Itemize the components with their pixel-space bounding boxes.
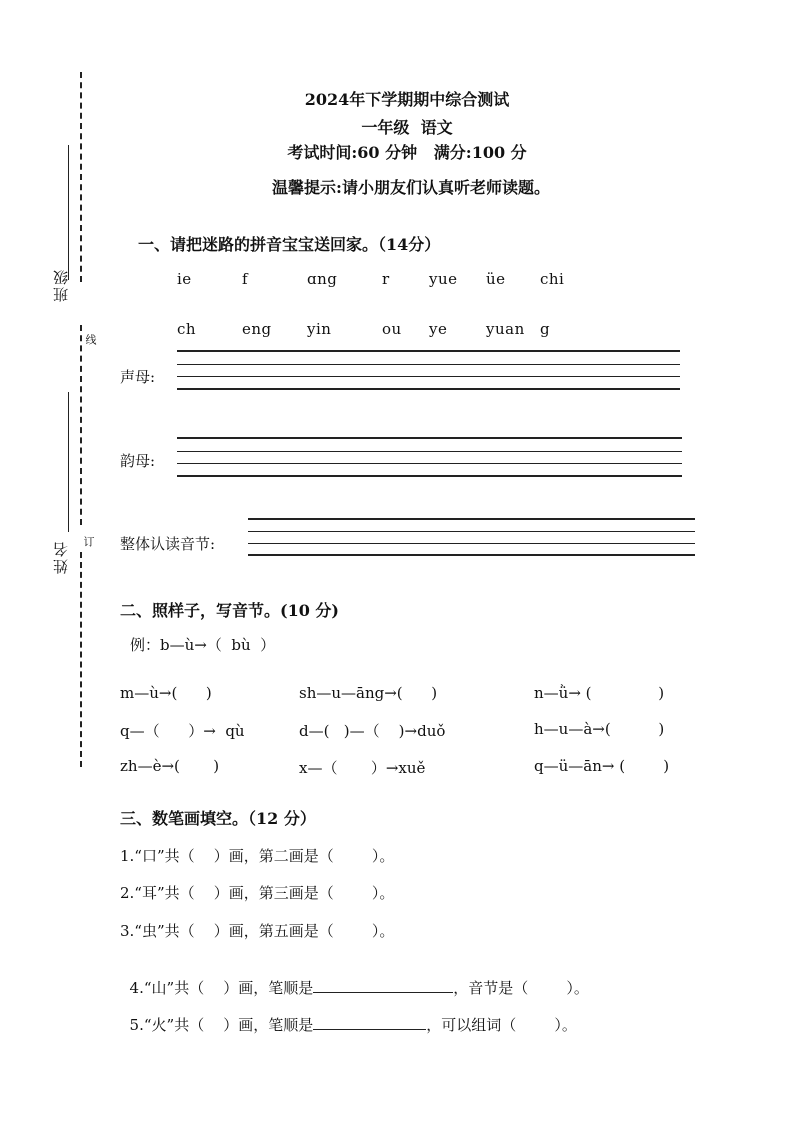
stroke-question-4[interactable] xyxy=(120,958,589,998)
line-label: 线 xyxy=(84,334,97,345)
pinyin-item: eng xyxy=(242,320,272,338)
yunmu-label: 韵母: xyxy=(120,452,156,470)
pinyin-item: yin xyxy=(307,320,332,338)
pinyin-item: g xyxy=(540,320,551,338)
exam-title: 2024年下学期期中综合测试 xyxy=(304,90,510,109)
pinyin-item: ch xyxy=(177,320,197,338)
name-fill-line xyxy=(68,392,69,532)
margin-dashed-line-bottom xyxy=(80,552,82,767)
zhengti-writing-lines[interactable] xyxy=(248,518,695,558)
shengmu-writing-lines[interactable] xyxy=(177,350,680,392)
pinyin-item: ɑng xyxy=(307,270,338,288)
section3-title: 三、数笔画填空。（12 分） xyxy=(120,809,316,828)
syllable-item[interactable]: q—ü—ān→ ( ) xyxy=(534,757,670,775)
exam-info: 考试时间:60 分钟 满分:100 分 xyxy=(287,143,527,162)
syllable-item[interactable]: sh—u—āng→( ) xyxy=(299,684,438,702)
syllable-item[interactable]: x—（ ）→xuě xyxy=(299,759,426,777)
pinyin-item: yuan xyxy=(486,320,525,338)
section2-example: 例：b—ù→（ bù ） xyxy=(130,636,276,654)
order-label: 订 xyxy=(82,536,95,547)
pinyin-item: yue xyxy=(429,270,458,288)
pinyin-item: üe xyxy=(486,270,506,288)
syllable-item[interactable]: h—u—à→( ) xyxy=(534,720,665,738)
stroke-question-1[interactable]: 1.“口”共（ ）画，第二画是（ ）。 xyxy=(120,847,395,865)
syllable-item[interactable]: n—ǜ→ ( ) xyxy=(534,684,665,702)
q5-suffix: ，可以组词（ ）。 xyxy=(426,1016,577,1034)
yunmu-writing-lines[interactable] xyxy=(177,437,682,479)
q5-stroke-order-blank[interactable] xyxy=(313,1013,426,1030)
q4-suffix: ，音节是（ ）。 xyxy=(453,979,589,997)
class-label: 班级 xyxy=(52,268,70,302)
section2-title: 二、照样子，写音节。(10 分) xyxy=(120,601,339,620)
q5-prefix: 5.“火”共（ ）画，笔顺是 xyxy=(129,1016,314,1034)
margin-dashed-line-middle xyxy=(80,325,82,525)
stroke-question-3[interactable]: 3.“虫”共（ ）画，第五画是（ ）。 xyxy=(120,922,395,940)
syllable-item[interactable]: d—( )—（ )→duǒ xyxy=(299,722,446,740)
q4-prefix: 4.“山”共（ ）画，笔顺是 xyxy=(129,979,314,997)
syllable-item[interactable]: m—ù→( ) xyxy=(120,684,212,702)
pinyin-item: f xyxy=(242,270,249,288)
pinyin-item: chi xyxy=(540,270,565,288)
pinyin-item: ye xyxy=(429,320,448,338)
class-fill-line xyxy=(68,145,69,280)
pinyin-item: ie xyxy=(177,270,192,288)
stroke-question-5[interactable] xyxy=(120,995,577,1035)
grade-subject: 一年级 语文 xyxy=(361,118,453,137)
reminder: 温馨提示:请小朋友们认真听老师读题。 xyxy=(272,178,550,197)
stroke-question-2[interactable]: 2.“耳”共（ ）画，第三画是（ ）。 xyxy=(120,884,395,902)
q4-stroke-order-blank[interactable] xyxy=(313,976,453,993)
zhengti-label: 整体认读音节: xyxy=(120,535,216,553)
pinyin-item: r xyxy=(382,270,390,288)
shengmu-label: 声母: xyxy=(120,368,156,386)
pinyin-item: ou xyxy=(382,320,402,338)
syllable-item[interactable]: q—（ ）→ qù xyxy=(120,722,245,740)
syllable-item[interactable]: zh—è→( ) xyxy=(120,757,220,775)
section1-title: 一、请把迷路的拼音宝宝送回家。（14分） xyxy=(138,235,441,254)
name-label: 姓名 xyxy=(52,540,70,574)
